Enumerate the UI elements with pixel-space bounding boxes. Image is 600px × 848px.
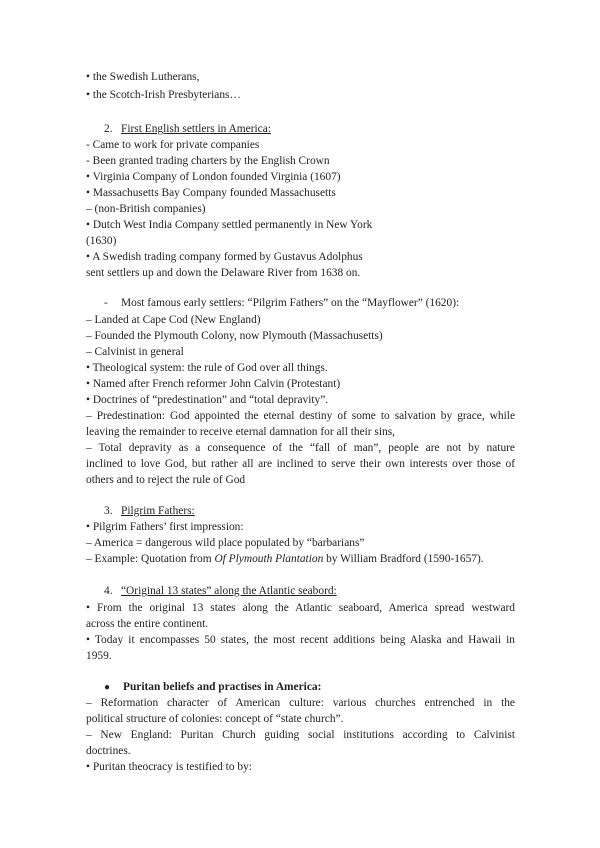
text-line: – (non-British companies) [86, 203, 206, 215]
text-line: others and to reject the rule of God [86, 474, 246, 486]
section-heading [104, 503, 195, 519]
text-line: • Pilgrim Fathers’ first impression: [86, 521, 244, 533]
text-line: – Landed at Cape Cod (New England) [86, 314, 261, 326]
example-prefix: – Example: Quotation from [86, 553, 215, 565]
puritan-heading [104, 679, 321, 696]
section-heading-text: Pilgrim Fathers: [121, 505, 195, 517]
text-line: – New England: Puritan Church guiding social institutions according to Calvinist [86, 729, 515, 741]
text-line: (1630) [86, 235, 117, 247]
text-line: • From the original 13 states along the Atlantic seaboard, America spread westward [86, 602, 515, 614]
section-number: 2. [104, 123, 113, 135]
text-line: - Came to work for private companies [86, 139, 260, 151]
text-line: – Total depravity as a consequence of the “fall of man”, people are not by nature [86, 442, 515, 454]
text-line: • Today it encompasses 50 states, the most recent additions being Alaska and Hawaii in [86, 634, 515, 646]
section-heading [104, 583, 337, 599]
puritan-heading-text: Puritan beliefs and practises in America: [123, 681, 322, 693]
dash-marker: - [104, 297, 108, 309]
text-line: • Theological system: the rule of God over all things. [86, 362, 328, 374]
text-line: • A Swedish trading company formed by Gustavus Adolphus [86, 251, 363, 263]
text-line: • Puritan theocracy is testified to by: [86, 761, 252, 773]
section-number: 3. [104, 505, 113, 517]
text-line: • Dutch West India Company settled permanently in New York [86, 219, 373, 231]
example-line [86, 551, 484, 567]
settlers-heading [104, 295, 459, 311]
text-line: political structure of colonies: concept of “state church”. [86, 713, 344, 725]
text-line: sent settlers up and down the Delaware River from 1638 on. [86, 267, 361, 279]
text-line: • Named after French reformer John Calvin (Protestant) [86, 378, 341, 390]
text-line: 1959. [86, 650, 112, 662]
text-line: – America = dangerous wild place populated by “barbarians” [86, 537, 365, 549]
text-line: – Calvinist in general [86, 346, 184, 358]
list-item: • the Swedish Lutherans, [86, 71, 200, 83]
text-line: • Doctrines of “predestination” and “total depravity”. [86, 394, 329, 406]
example-suffix: by William Bradford (1590-1657). [323, 553, 484, 565]
text-line: inclined to love God, but rather all are inclined to serve their own interests over those of [86, 458, 515, 470]
text-line: – Predestination: God appointed the eternal destiny of some to salvation by grace, while [86, 410, 515, 422]
section-heading-text: First English settlers in America: [121, 123, 271, 135]
bullet-icon: ● [104, 682, 111, 693]
section-heading-text: “Original 13 states” along the Atlantic seabord: [121, 585, 337, 597]
text-line: doctrines. [86, 745, 131, 757]
book-title: Of Plymouth Plantation [214, 553, 324, 565]
list-item: • the Scotch-Irish Presbyterians… [86, 89, 241, 101]
text-line: - Been granted trading charters by the English Crown [86, 155, 330, 167]
text-line: – Reformation character of American culture: various churches entrenched in the [86, 697, 515, 709]
text-line: across the entire continent. [86, 618, 209, 630]
section-heading [104, 121, 271, 137]
text-line: • Virginia Company of London founded Virginia (1607) [86, 171, 341, 183]
text-line: – Founded the Plymouth Colony, now Plymouth (Massachusetts) [86, 330, 383, 342]
section-number: 4. [104, 585, 113, 597]
text-line: • Massachusetts Bay Company founded Massachusetts [86, 187, 336, 199]
settlers-heading-text: Most famous early settlers: “Pilgrim Fathers” on the “Mayflower” (1620): [121, 297, 460, 309]
text-line: leaving the remainder to receive eternal damnation for all their sins, [86, 426, 396, 438]
